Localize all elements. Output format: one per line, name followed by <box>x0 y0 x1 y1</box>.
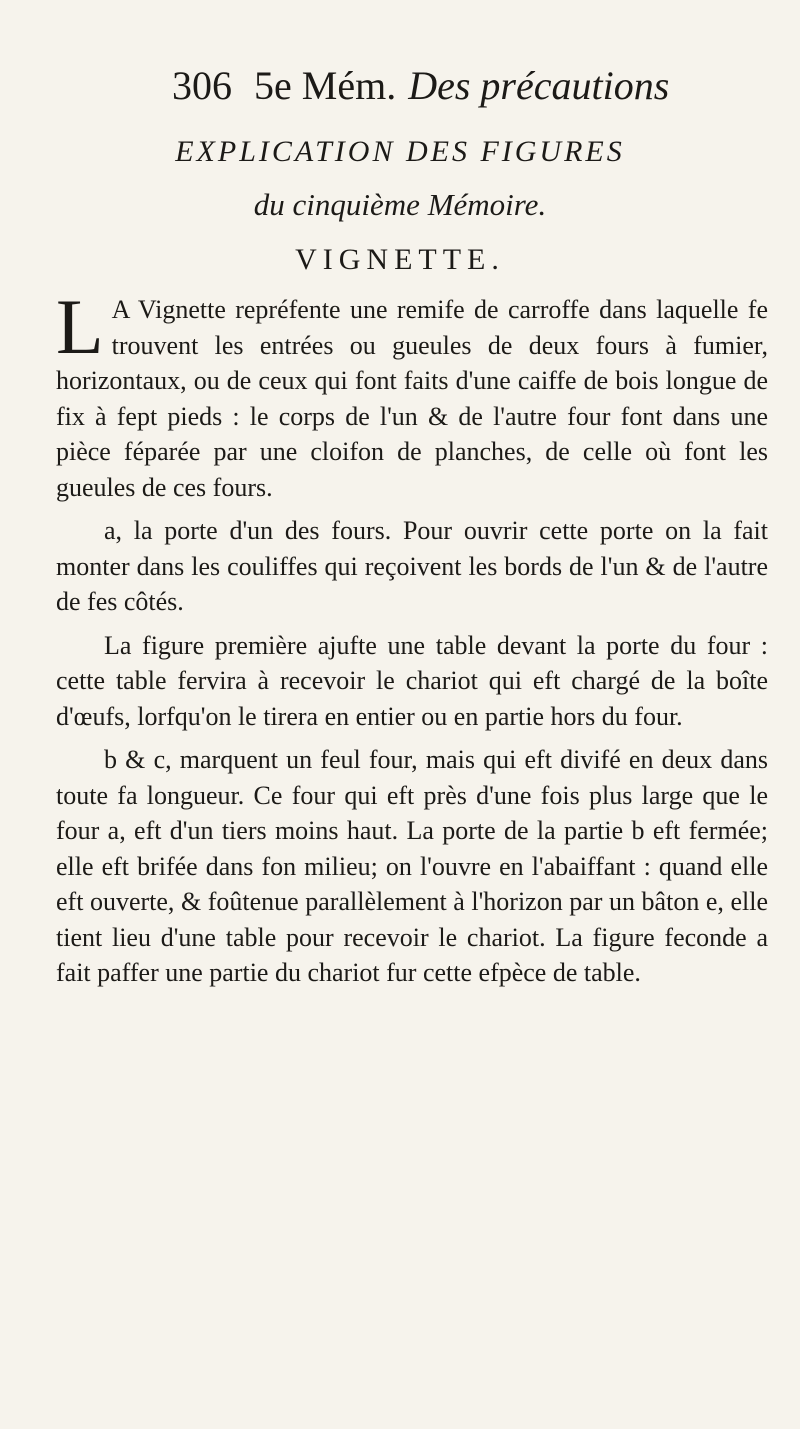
body-text <box>56 283 768 991</box>
paragraph-text: A Vignette repréfente une remife de carroffe dans laquelle fe trouvent les entrées ou gueules de deux fours à fumier, horizontaux, ou de ceux qui font faits d'une caiffe de bois longue de fix à fept pieds : le corps de l'un & de l'autre four font dans une pièce féparée par une cloifon de planches, de celle où font les gueules de ces fours. <box>56 295 768 502</box>
section-heading: VIGNETTE. <box>295 243 505 276</box>
paragraph <box>56 283 768 505</box>
drop-cap: L <box>56 283 104 370</box>
running-head <box>172 62 669 110</box>
page-subtitle: du cinquième Mémoire. <box>253 187 547 222</box>
paragraph: b & c, marquent un feul four, mais qui eft divifé en deux dans toute fa longueur. Ce four qui eft près d'une fois plus large que le four a, eft d'un tiers moins haut. La porte de la partie b eft fermée; elle eft brifée dans fon milieu; on l'ouvre en l'abaiffant : quand elle eft ouverte, & foûtenue parallèlement à l'horizon par un bâton e, elle tient lieu d'une table pour recevoir le chariot. La figure feconde a fait paffer une partie du chariot fur cette efpèce de table. <box>56 745 768 987</box>
paragraph: a, la porte d'un des fours. Pour ouvrir cette porte on la fait monter dans les couliffes qui reçoivent les bords de l'un & de l'autre de fes côtés. <box>56 516 768 616</box>
page-number: 306 <box>172 63 232 108</box>
running-title: Des précautions <box>408 63 670 108</box>
paragraph: La figure première ajufte une table devant la porte du four : cette table fervira à recevoir le chariot qui eft chargé de la boîte d'œufs, lorfqu'on le tirera en entier ou en partie hors du four. <box>56 630 768 731</box>
memoir-number: 5e Mém. <box>254 63 397 108</box>
page-title: EXPLICATION DES FIGURES <box>175 135 625 168</box>
